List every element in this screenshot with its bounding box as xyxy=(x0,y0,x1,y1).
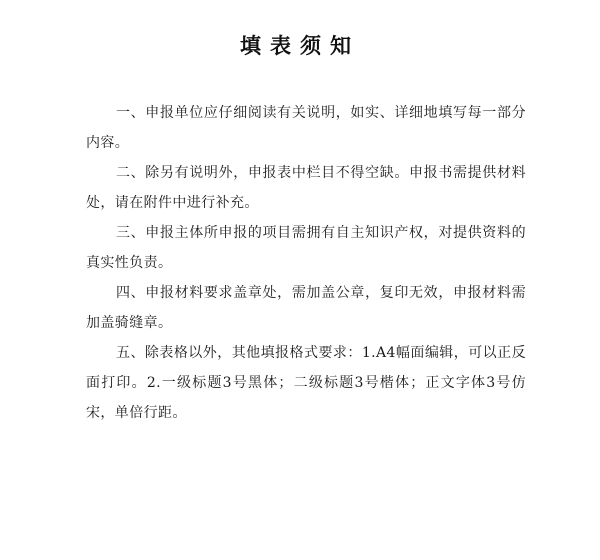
instruction-paragraph-1: 一、申报单位应仔细阅读有关说明，如实、详细地填写每一部分内容。 xyxy=(86,105,526,151)
instruction-paragraph-4: 四、申报材料要求盖章处，需加盖公章，复印无效，申报材料需加盖骑缝章。 xyxy=(86,285,526,331)
instruction-paragraph-3: 三、申报主体所申报的项目需拥有自主知识产权，对提供资料的真实性负责。 xyxy=(86,225,526,271)
page-title: 填表须知 xyxy=(240,34,360,58)
instruction-paragraph-5: 五、除表格以外，其他填报格式要求：1.A4幅面编辑，可以正反面打印。2.一级标题3号黑体；二级标题3号楷体；正文字体3号仿宋，单倍行距。 xyxy=(86,345,526,421)
instructions-body xyxy=(86,98,526,428)
instruction-paragraph-2: 二、除另有说明外，申报表中栏目不得空缺。申报书需提供材料处，请在附件中进行补充。 xyxy=(86,165,526,211)
